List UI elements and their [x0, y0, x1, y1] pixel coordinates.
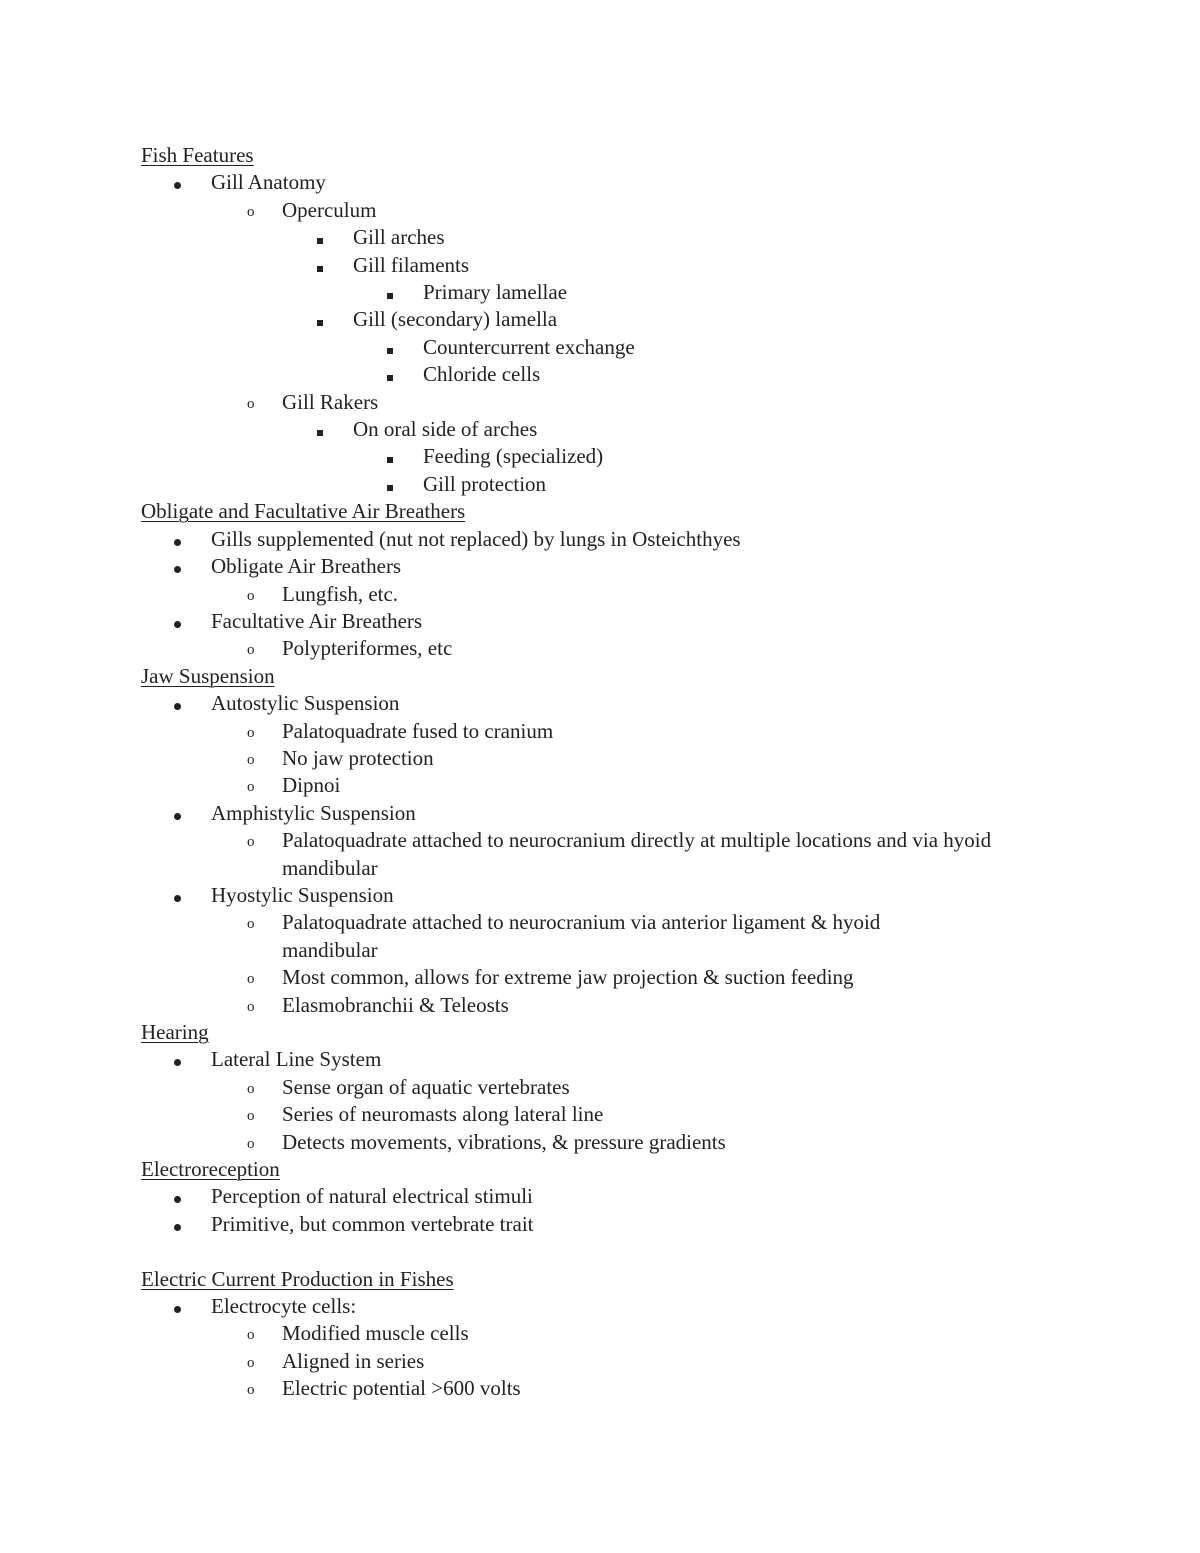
list-item — [141, 1348, 1041, 1375]
bullet-dot-icon — [174, 690, 181, 717]
heading-jaw-suspension: Jaw Suspension — [141, 663, 275, 688]
bullet-o-icon: o — [247, 779, 255, 796]
bullet-dot-icon — [174, 800, 181, 827]
bullet-dot-icon — [174, 608, 181, 635]
list-item — [141, 252, 1041, 279]
list-item — [141, 882, 1041, 909]
bullet-o-icon: o — [247, 834, 255, 851]
list-item — [141, 443, 1041, 470]
list-item-text: Amphistylic Suspension — [211, 800, 416, 825]
list-item-text: Primitive, but common vertebrate trait — [211, 1211, 534, 1236]
heading-air-breathers: Obligate and Facultative Air Breathers — [141, 499, 466, 524]
list-item-text: Hyostylic Suspension — [211, 882, 394, 907]
list-item-text: Operculum — [282, 197, 377, 222]
list-item — [141, 334, 1041, 361]
list-item-text: Gill Rakers — [282, 389, 379, 414]
bullet-square-icon — [317, 416, 323, 443]
bullet-o-icon: o — [247, 971, 255, 988]
list-item-text: Gill arches — [353, 225, 445, 250]
list-item — [141, 526, 1041, 553]
list-item — [141, 608, 1041, 635]
list-item-text: Gill filaments — [353, 252, 470, 277]
bullet-o-icon: o — [247, 751, 255, 768]
bullet-o-icon: o — [247, 998, 255, 1015]
list-item — [141, 992, 1041, 1019]
bullet-dot-icon — [174, 1293, 181, 1320]
list-item — [141, 690, 1041, 717]
bullet-o-icon: o — [247, 1135, 255, 1152]
list-item — [141, 1183, 1041, 1210]
list-item — [141, 553, 1041, 580]
bullet-dot-icon — [174, 1211, 181, 1238]
list-item-text: Gill protection — [423, 471, 547, 496]
list-item-text: Chloride cells — [423, 362, 541, 387]
list-item — [141, 1375, 1041, 1402]
list-item — [141, 471, 1041, 498]
list-item — [141, 224, 1041, 251]
list-item-text: Lateral Line System — [211, 1047, 382, 1072]
list-item — [141, 800, 1041, 827]
heading-hearing: Hearing — [141, 1020, 209, 1044]
bullet-dot-icon — [174, 1046, 181, 1073]
list-item-text: Elasmobranchii & Teleosts — [282, 992, 509, 1017]
list-item-text: Countercurrent exchange — [423, 334, 635, 359]
list-item — [141, 581, 1041, 608]
bullet-o-icon: o — [247, 203, 255, 220]
list-item — [141, 1101, 1041, 1128]
list-item-text: Dipnoi — [282, 773, 341, 798]
list-item — [141, 1074, 1041, 1101]
bullet-square-icon — [387, 443, 393, 470]
blank-line — [141, 1238, 1041, 1265]
bullet-square-icon — [387, 334, 393, 361]
bullet-o-icon: o — [247, 642, 255, 659]
list-item — [141, 1129, 1041, 1156]
list-item-text: Perception of natural electrical stimuli — [211, 1184, 533, 1209]
list-item-text: Lungfish, etc. — [282, 581, 399, 606]
list-item-text: Palatoquadrate attached to neurocranium via anterior ligament & hyoid mandibular — [282, 910, 881, 962]
bullet-o-icon: o — [247, 1354, 255, 1371]
list-item — [141, 909, 962, 964]
bullet-o-icon: o — [247, 1080, 255, 1097]
bullet-square-icon — [387, 279, 393, 306]
list-item — [141, 279, 1041, 306]
bullet-square-icon — [317, 224, 323, 251]
list-item-text: Feeding (specialized) — [423, 444, 604, 469]
list-item-text: Palatoquadrate fused to cranium — [282, 718, 554, 743]
list-item-text: Electrocyte cells: — [211, 1294, 357, 1319]
list-item — [141, 718, 1041, 745]
bullet-dot-icon — [174, 882, 181, 909]
list-item — [141, 772, 1041, 799]
list-item — [141, 416, 1041, 443]
list-item-text: Aligned in series — [282, 1348, 425, 1373]
bullet-o-icon: o — [247, 724, 255, 741]
heading-fish-features: Fish Features — [141, 143, 254, 167]
list-item — [141, 361, 1041, 388]
bullet-square-icon — [387, 471, 393, 498]
list-item — [141, 389, 1041, 416]
list-item-text: Gill Anatomy — [211, 170, 326, 195]
list-item-text: Facultative Air Breathers — [211, 608, 423, 633]
bullet-o-icon: o — [247, 1327, 255, 1344]
bullet-o-icon: o — [247, 1382, 255, 1399]
bullet-o-icon: o — [247, 395, 255, 412]
bullet-dot-icon — [174, 553, 181, 580]
list-item — [141, 1320, 1041, 1347]
bullet-dot-icon — [174, 1183, 181, 1210]
bullet-dot-icon — [174, 169, 181, 196]
list-item-text: Gill (secondary) lamella — [353, 307, 558, 332]
list-item-text: Detects movements, vibrations, & pressure gradients — [282, 1129, 726, 1154]
list-item-text: Palatoquadrate attached to neurocranium directly at multiple locations and via hyoid mandibular — [282, 828, 992, 880]
list-item — [141, 964, 1041, 991]
bullet-square-icon — [387, 361, 393, 388]
list-item — [141, 1293, 1041, 1320]
list-item — [141, 197, 1041, 224]
list-item-text: Electric potential >600 volts — [282, 1376, 521, 1401]
list-item — [141, 1211, 1041, 1238]
bullet-o-icon: o — [247, 916, 255, 933]
bullet-square-icon — [317, 252, 323, 279]
bullet-square-icon — [317, 306, 323, 333]
list-item — [141, 827, 1022, 882]
list-item-text: Autostylic Suspension — [211, 691, 400, 716]
list-item-text: On oral side of arches — [353, 417, 538, 442]
list-item-text: Most common, allows for extreme jaw projection & suction feeding — [282, 965, 854, 990]
bullet-dot-icon — [174, 526, 181, 553]
list-item — [141, 635, 1041, 662]
list-item — [141, 169, 1041, 196]
list-item — [141, 306, 1041, 333]
list-item — [141, 745, 1041, 772]
list-item-text: Obligate Air Breathers — [211, 554, 402, 579]
document-body — [141, 142, 1041, 1403]
list-item-text: Modified muscle cells — [282, 1321, 469, 1346]
list-item-text: Gills supplemented (nut not replaced) by lungs in Osteichthyes — [211, 526, 741, 551]
list-item-text: Polypteriformes, etc — [282, 636, 453, 661]
bullet-o-icon: o — [247, 587, 255, 604]
heading-electroreception: Electroreception — [141, 1157, 280, 1182]
list-item — [141, 1046, 1041, 1073]
heading-electric-current: Electric Current Production in Fishes — [141, 1266, 454, 1291]
list-item-text: No jaw protection — [282, 745, 434, 770]
list-item-text: Primary lamellae — [423, 280, 568, 305]
bullet-o-icon: o — [247, 1108, 255, 1125]
list-item-text: Sense organ of aquatic vertebrates — [282, 1074, 570, 1099]
list-item-text: Series of neuromasts along lateral line — [282, 1102, 604, 1127]
